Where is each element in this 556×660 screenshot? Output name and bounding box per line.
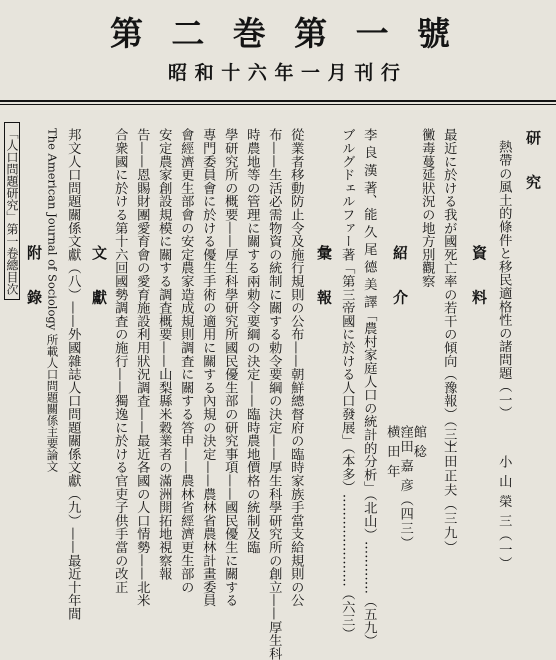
date-char: 年 bbox=[274, 62, 294, 84]
article-author: 小 山 榮 三（一） bbox=[496, 455, 512, 571]
article-author: 上田正夫（三九） bbox=[441, 440, 457, 555]
article-title: 李 良 漢 著、能 久 尾 德 美 譯「農村家庭人口の統計的分析」（北山）…………（五九） bbox=[361, 128, 377, 648]
article-title: 黴毒蔓延狀況の地方別觀察 bbox=[419, 128, 435, 288]
report-line: 安定農家創設規模に關する調査概要——山梨縣米穀業者の滿洲開拓地視察報 bbox=[156, 128, 172, 581]
report-line: 布——生活必需物資の統制に關する勅令要綱の決定——厚生科學研究所の創立——厚生科 bbox=[266, 128, 282, 660]
article-title: ブルグドェルファー著「第三帝國に於ける人口發展」（本多）…………………（六三） bbox=[339, 128, 355, 641]
publication-date bbox=[168, 58, 400, 85]
header-rule-thin bbox=[0, 104, 556, 105]
article-title: 熱帶の風土的條件と移民適格性の諸問題（一） bbox=[496, 140, 512, 420]
article-title: 最近に於ける我が國死亡率の若干の傾向（豫報）（三） bbox=[441, 128, 457, 454]
header-rule bbox=[0, 100, 556, 102]
report-line: 合衆國に於ける第十六回國勢調査の施行——獨逸に於ける官吏子供手當の改正 bbox=[112, 128, 128, 594]
date-char: 六 bbox=[247, 62, 267, 84]
issue-title-char: 巻 bbox=[232, 14, 266, 53]
bibliography-line: 邦文人口問題關係文獻（八）——外國雜誌人口問題關係文獻（九）——最近十年間 bbox=[65, 128, 81, 621]
issue-title-char: 第 bbox=[294, 14, 328, 53]
appendix-item: 「人口問題研究」第一卷總目次 bbox=[4, 122, 20, 300]
date-char: 十 bbox=[221, 62, 241, 84]
issue-title-char: 第 bbox=[110, 14, 143, 53]
report-line: 學研究所の概要——厚生科學研究所國民優生部の研究事項——國民優生に關する bbox=[222, 128, 238, 607]
section-heading-introduction: 紹 介 bbox=[391, 245, 409, 317]
issue-title-char: 二 bbox=[171, 14, 205, 53]
report-line: 專門委員會に於ける優生手術の適用に關する內規の決定——農林省農林計畫委員 bbox=[200, 128, 216, 607]
bibliography-line: The American Journal of Sociology 所載人口問題關係主要論文 bbox=[45, 128, 60, 472]
date-char: 昭 bbox=[168, 62, 188, 84]
report-line: 告——恩賜財團愛育會の愛育施設利用狀況調査——最近各國の人口情勢——北米 bbox=[134, 128, 150, 607]
issue-title bbox=[110, 8, 450, 55]
report-line: 時農地等の管理に關する兩勅令要綱の決定——臨時農地價格の統制及臨 bbox=[244, 128, 260, 554]
section-heading-appendix: 附 錄 bbox=[25, 245, 43, 317]
issue-title-char: 號 bbox=[416, 14, 450, 53]
date-char: 一 bbox=[301, 62, 321, 84]
section-heading-materials: 資 料 bbox=[470, 245, 488, 317]
date-char: 行 bbox=[380, 62, 400, 84]
issue-title-char: 一 bbox=[355, 14, 389, 53]
report-line: 從業者移動防止令及施行規則の公布——朝鮮總督府の臨時家族手當支給規則の公 bbox=[288, 128, 304, 607]
date-char: 和 bbox=[194, 62, 214, 84]
report-line: 會經濟更生部會の安定農家造成規則調査に關する答申——農林省經濟更生部の bbox=[178, 128, 194, 594]
date-char: 月 bbox=[327, 62, 347, 84]
date-char: 刊 bbox=[354, 62, 374, 84]
section-heading-report: 彙 報 bbox=[315, 245, 333, 317]
article-author: 館 稔 窪田 嘉 彦（四三） 横 田 年 bbox=[384, 425, 426, 550]
section-heading-bibliography: 文 獻 bbox=[90, 245, 108, 317]
section-heading-research: 研 究 bbox=[524, 130, 542, 202]
